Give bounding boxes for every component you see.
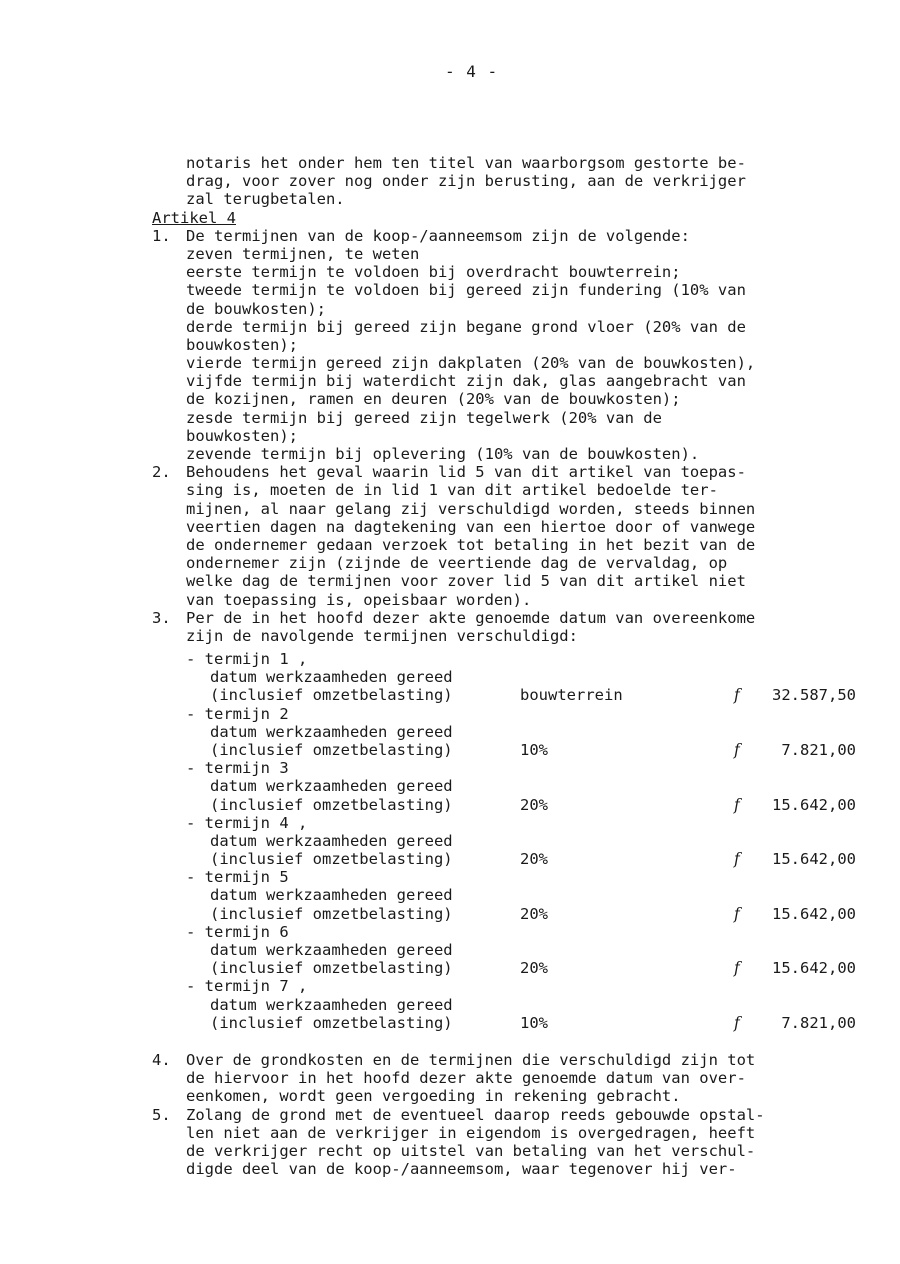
- term-tax-text: (inclusief omzetbelasting): [210, 959, 453, 978]
- term-label: - termijn 7 ,: [186, 977, 308, 996]
- item3-line: [152, 627, 880, 645]
- term-tax-text: (inclusief omzetbelasting): [210, 795, 453, 814]
- term-tax-text: (inclusief omzetbelasting): [210, 1013, 453, 1032]
- term-label-row: [152, 814, 892, 832]
- item1-line: [152, 227, 880, 245]
- item1-line: [152, 263, 880, 281]
- item1-text: zevende termijn bij oplevering (10% van de bouwkosten).: [186, 445, 700, 463]
- term-date-text: datum werkzaamheden gereed: [210, 668, 453, 687]
- item1-text: de bouwkosten);: [186, 299, 326, 318]
- term-label-row: [152, 650, 892, 668]
- item1-text: derde termijn bij gereed zijn begane grond vloer (20% van de: [186, 317, 746, 336]
- item1-line: [152, 409, 880, 427]
- term-percentage: 20%: [520, 795, 548, 814]
- item3-text: Per de in het hoofd dezer akte genoemde datum van overeenkome: [186, 608, 756, 627]
- item5-line: [152, 1142, 880, 1160]
- item1-line: [152, 445, 880, 463]
- item-2: [152, 463, 880, 609]
- term-date-row: [152, 777, 892, 795]
- term-label-row: [152, 705, 892, 723]
- item2-line: [152, 536, 880, 554]
- term-tax-text: (inclusief omzetbelasting): [210, 904, 453, 923]
- item1-line: [152, 318, 880, 336]
- item2-line: [152, 572, 880, 590]
- term-date-text: datum werkzaamheden gereed: [210, 831, 453, 850]
- item4-line: [152, 1069, 880, 1087]
- term-amount: 15.642,00: [772, 795, 856, 814]
- item1-text: vijfde termijn bij waterdicht zijn dak, glas aangebracht van: [186, 372, 746, 391]
- item-4: [152, 1051, 880, 1106]
- item-5: [152, 1106, 880, 1179]
- item2-line: [152, 463, 880, 481]
- term-date-row: [152, 941, 892, 959]
- item1-text: tweede termijn te voldoen bij gereed zijn fundering (10% van: [186, 281, 746, 300]
- term-tax-text: (inclusief omzetbelasting): [210, 686, 453, 705]
- term-percentage: 20%: [520, 959, 548, 978]
- term-amount: 32.587,50: [772, 686, 856, 705]
- currency-symbol: f: [734, 795, 740, 814]
- item5-text: len niet aan de verkrijger in eigendom is overgedragen, heeft: [186, 1123, 756, 1142]
- term-date-text: datum werkzaamheden gereed: [210, 941, 453, 959]
- item1-text: vierde termijn gereed zijn dakplaten (20% van de bouwkosten),: [186, 354, 756, 373]
- item1-line: [152, 281, 880, 299]
- item1-text: De termijnen van de koop-/aanneemsom zijn de volgende:: [186, 226, 690, 245]
- term-tax-text: (inclusief omzetbelasting): [210, 850, 453, 869]
- body-text-top: [152, 154, 880, 645]
- term-date-text: datum werkzaamheden gereed: [210, 722, 453, 741]
- item5-line: [152, 1160, 880, 1178]
- item1-text: zesde termijn bij gereed zijn tegelwerk (20% van de: [186, 408, 662, 427]
- item1-line: [152, 390, 880, 408]
- item-3: [152, 609, 880, 645]
- item1-text: de kozijnen, ramen en deuren (20% van de bouwkosten);: [186, 390, 681, 409]
- item2-text: welke dag de termijnen voor zover lid 5 van dit artikel niet: [186, 572, 746, 591]
- intro-line: zal terugbetalen.: [186, 190, 345, 209]
- term-date-text: datum werkzaamheden gereed: [210, 995, 453, 1014]
- item1-line: [152, 245, 880, 263]
- item-1: [152, 227, 880, 463]
- term-percentage: 10%: [520, 740, 548, 759]
- item4-line: [152, 1051, 880, 1069]
- item2-line: [152, 481, 880, 499]
- intro-paragraph: [152, 154, 880, 209]
- item2-line: [152, 518, 880, 536]
- item4-text: de hiervoor in het hoofd dezer akte genoemde datum van over-: [186, 1069, 746, 1088]
- intro-line: notaris het onder hem ten titel van waarborgsom gestorte be-: [186, 154, 746, 172]
- item1-text: eerste termijn te voldoen bij overdracht bouwterrein;: [186, 263, 681, 282]
- intro-line: drag, voor zover nog onder zijn berusting, aan de verkrijger: [186, 172, 746, 191]
- term-date-row: [152, 668, 892, 686]
- currency-symbol: f: [734, 1013, 740, 1032]
- article-heading: Artikel 4: [152, 208, 236, 227]
- term-label: - termijn 6: [186, 922, 289, 941]
- body-text-bottom: [152, 1051, 880, 1178]
- currency-symbol: f: [734, 850, 740, 869]
- item5-text: de verkrijger recht op uitstel van betaling van het verschul-: [186, 1141, 756, 1160]
- term-amount-row: [152, 959, 892, 977]
- term-amount: 15.642,00: [772, 959, 856, 978]
- item3-number: 3.: [152, 608, 171, 627]
- item1-line: [152, 372, 880, 390]
- term-label-row: [152, 868, 892, 886]
- term-amount: 7.821,00: [781, 740, 856, 759]
- term-percentage: 20%: [520, 904, 548, 923]
- page-number: - 4 -: [445, 62, 499, 81]
- item2-line: [152, 554, 880, 572]
- item2-text: Behoudens het geval waarin lid 5 van dit artikel van toepas-: [186, 463, 746, 482]
- term-label-row: [152, 923, 892, 941]
- term-amount-row: [152, 850, 892, 868]
- currency-symbol: f: [734, 686, 740, 705]
- currency-symbol: f: [734, 740, 740, 759]
- term-amount-row: [152, 686, 892, 704]
- term-label: - termijn 3: [186, 759, 289, 778]
- terms-table: [152, 650, 892, 1032]
- term-label-row: [152, 759, 892, 777]
- item5-text: digde deel van de koop-/aanneemsom, waar tegenover hij ver-: [186, 1160, 737, 1179]
- term-amount: 7.821,00: [781, 1013, 856, 1032]
- item5-number: 5.: [152, 1105, 171, 1124]
- item2-text: ondernemer zijn (zijnde de veertiende dag de vervaldag, op: [186, 554, 728, 573]
- item4-line: [152, 1087, 880, 1105]
- term-amount-row: [152, 741, 892, 759]
- item2-text: sing is, moeten de in lid 1 van dit artikel bedoelde ter-: [186, 481, 718, 500]
- item4-number: 4.: [152, 1051, 171, 1069]
- term-amount-row: [152, 796, 892, 814]
- item1-text: bouwkosten);: [186, 426, 298, 445]
- item2-number: 2.: [152, 463, 171, 482]
- item2-text: de ondernemer gedaan verzoek tot betaling in het bezit van de: [186, 535, 756, 554]
- item2-text: mijnen, al naar gelang zij verschuldigd worden, steeds binnen: [186, 499, 756, 518]
- term-label: - termijn 1 ,: [186, 650, 308, 668]
- item1-text: zeven termijnen, te weten: [186, 244, 420, 263]
- item1-line: [152, 336, 880, 354]
- term-percentage: 20%: [520, 850, 548, 869]
- term-label-row: [152, 977, 892, 995]
- item4-text: eenkomen, wordt geen vergoeding in rekening gebracht.: [186, 1087, 681, 1106]
- currency-symbol: f: [734, 959, 740, 978]
- item4-text: Over de grondkosten en de termijnen die verschuldigd zijn tot: [186, 1051, 756, 1069]
- item2-text: veertien dagen na dagtekening van een hiertoe door of vanwege: [186, 517, 756, 536]
- item1-text: bouwkosten);: [186, 335, 298, 354]
- currency-symbol: f: [734, 904, 740, 923]
- term-date-row: [152, 832, 892, 850]
- term-percentage: 10%: [520, 1013, 548, 1032]
- term-label: - termijn 5: [186, 868, 289, 887]
- item2-text: van toepassing is, opeisbaar worden).: [186, 590, 532, 609]
- item1-line: [152, 427, 880, 445]
- item1-line: [152, 354, 880, 372]
- term-amount: 15.642,00: [772, 904, 856, 923]
- term-tax-text: (inclusief omzetbelasting): [210, 740, 453, 759]
- term-amount-row: [152, 1014, 892, 1032]
- item1-number: 1.: [152, 226, 171, 245]
- term-amount-row: [152, 905, 892, 923]
- item5-line: [152, 1124, 880, 1142]
- term-date-text: datum werkzaamheden gereed: [210, 886, 453, 905]
- term-date-row: [152, 886, 892, 904]
- item2-line: [152, 500, 880, 518]
- term-date-row: [152, 996, 892, 1014]
- term-date-text: datum werkzaamheden gereed: [210, 777, 453, 796]
- item2-line: [152, 591, 880, 609]
- term-date-row: [152, 723, 892, 741]
- term-percentage: bouwterrein: [520, 686, 623, 705]
- term-label: - termijn 2: [186, 704, 289, 723]
- item3-text: zijn de navolgende termijnen verschuldigd:: [186, 626, 578, 645]
- item5-text: Zolang de grond met de eventueel daarop reeds gebouwde opstal-: [186, 1105, 765, 1124]
- item3-line: [152, 609, 880, 627]
- term-amount: 15.642,00: [772, 850, 856, 869]
- item5-line: [152, 1106, 880, 1124]
- item1-line: [152, 300, 880, 318]
- term-label: - termijn 4 ,: [186, 813, 308, 832]
